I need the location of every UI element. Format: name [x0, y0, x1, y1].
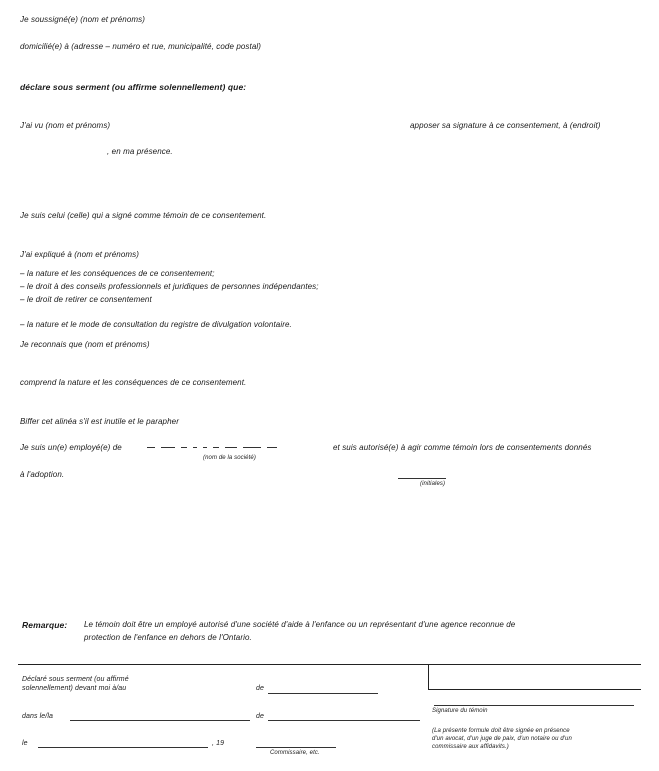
commissioner-caption: Commissaire, etc.: [270, 750, 320, 756]
society-name-caption: (nom de la société): [203, 455, 256, 461]
bullet-revoke: – le droit de retirer ce consentement: [20, 295, 152, 304]
footer-top-rule: [18, 664, 641, 665]
employed-label: Je suis un(e) employé(e) de: [20, 443, 122, 452]
bullet-registry: – la nature et le mode de consultation du registre de divulgation volontaire.: [20, 320, 292, 329]
declared-line2: solennellement) devant moi à/au: [22, 685, 127, 692]
initials-blank[interactable]: [398, 478, 446, 479]
footer-divider: [428, 664, 429, 690]
note-line3: commissaire aux affidavits.): [432, 744, 509, 750]
witness-signature-caption: Signature du témoin: [432, 708, 488, 714]
footer-sig-rule: [428, 689, 641, 690]
date-blank[interactable]: [38, 747, 208, 748]
dans-blank[interactable]: [70, 720, 250, 721]
understands-statement: comprend la nature et les conséquences de ce consentement.: [20, 378, 247, 387]
presence-label: , en ma présence.: [107, 147, 173, 156]
de-label: de: [256, 685, 264, 692]
declared-line1: Déclaré sous serment (ou affirmé: [22, 676, 129, 683]
saw-label: J'ai vu (nom et prénoms): [20, 121, 111, 130]
remark-label: Remarque:: [22, 620, 68, 630]
address-label: domicilié(e) à (adresse – numéro et rue, municipalité, code postal): [20, 42, 262, 51]
de2-label: de: [256, 713, 264, 720]
dans-label: dans le/la: [22, 713, 53, 720]
note-line2: d'un avocat, d'un juge de paix, d'un notaire ou d'un: [432, 736, 572, 742]
undersigned-label: Je soussigné(e) (nom et prénoms): [20, 15, 146, 24]
witness-signature-blank[interactable]: [434, 705, 634, 706]
declare-heading: déclare sous serment (ou affirme solennellement) que:: [20, 82, 247, 92]
commissioner-blank[interactable]: [256, 747, 336, 748]
strike-instruction: Biffer cet alinéa s'il est inutile et le parapher: [20, 417, 179, 426]
adoption-label: à l'adoption.: [20, 470, 65, 479]
affix-signature-label: apposer sa signature à ce consentement, à (endroit): [410, 121, 601, 130]
witness-statement: Je suis celui (celle) qui a signé comme témoin de ce consentement.: [20, 211, 267, 220]
explained-label: J'ai expliqué à (nom et prénoms): [20, 250, 140, 259]
authorized-label: et suis autorisé(e) à agir comme témoin lors de consentements donnés: [333, 443, 592, 452]
year-label: , 19: [212, 740, 225, 747]
remark-text-line2: protection de l'enfance en dehors de l'Ontario.: [84, 633, 252, 642]
de2-blank[interactable]: [268, 720, 420, 721]
remark-text-line1: Le témoin doit être un employé autorisé d'une société d'aide à l'enfance ou un représentant d'une agence reconnue de: [84, 620, 516, 629]
de-blank[interactable]: [268, 693, 378, 694]
le-label: le: [22, 740, 28, 747]
recognize-label: Je reconnais que (nom et prénoms): [20, 340, 150, 349]
bullet-counsel: – le droit à des conseils professionnels et juridiques de personnes indépendantes;: [20, 282, 319, 291]
initials-caption: (initiales): [420, 481, 446, 487]
bullet-nature: – la nature et les conséquences de ce consentement;: [20, 269, 215, 278]
note-line1: (La présente formule doit être signée en présence: [432, 728, 570, 734]
society-blank[interactable]: [144, 443, 280, 452]
